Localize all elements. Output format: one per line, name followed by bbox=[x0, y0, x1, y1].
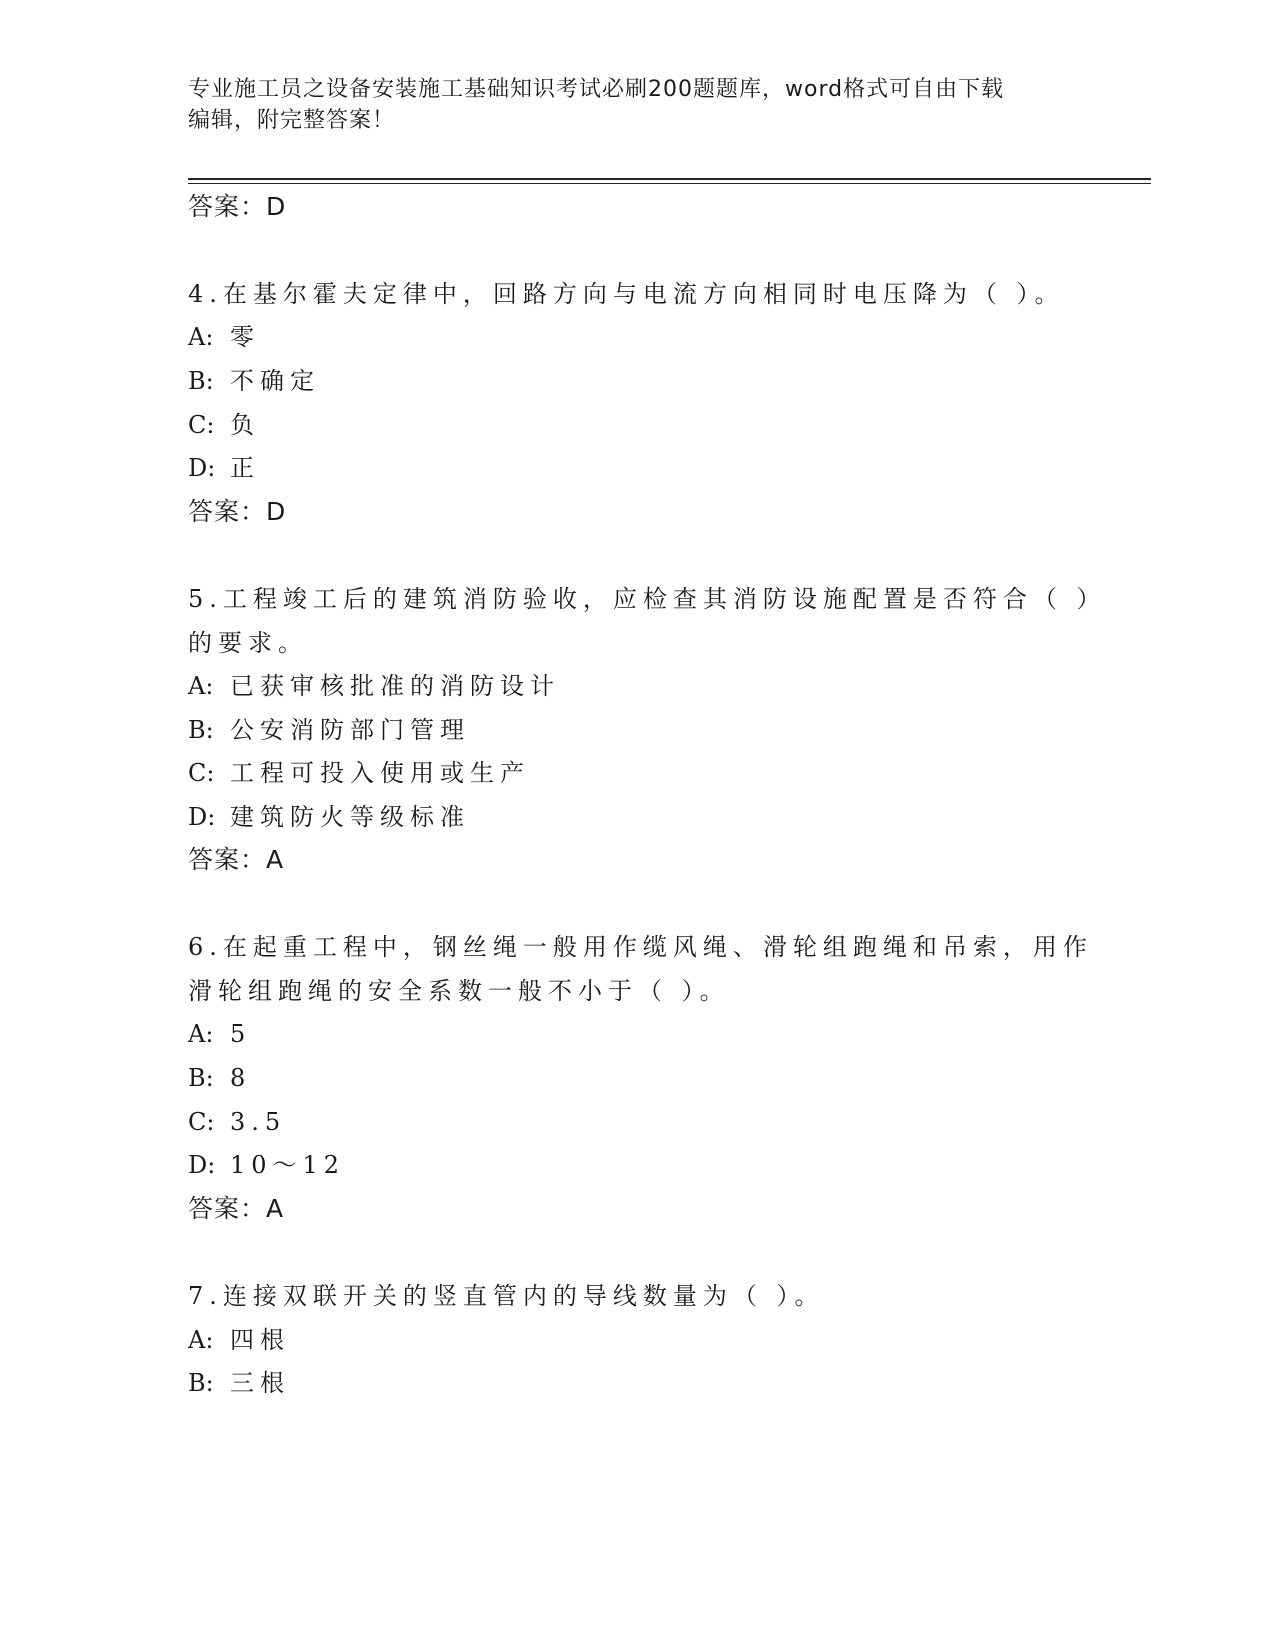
question-6-option-d bbox=[188, 1150, 345, 1180]
document-header bbox=[188, 74, 1068, 136]
option-text: 公安消防部门管理 bbox=[230, 716, 470, 744]
question-6-stem-line-1: 6.在起重工程中，钢丝绳一般用作缆风绳、滑轮组跑绳和吊索，用作 bbox=[188, 933, 1093, 961]
option-letter: D: bbox=[188, 1151, 216, 1179]
question-4-option-b bbox=[188, 366, 320, 396]
option-text: 三根 bbox=[230, 1369, 290, 1397]
option-letter: A: bbox=[188, 672, 214, 700]
option-text: 工程可投入使用或生产 bbox=[230, 759, 530, 787]
option-letter: B: bbox=[188, 716, 214, 744]
question-7-option-a bbox=[188, 1325, 290, 1355]
question-5-stem-line-2: 的要求。 bbox=[188, 629, 308, 657]
option-text: 3.5 bbox=[230, 1108, 287, 1136]
option-text: 5 bbox=[230, 1020, 252, 1048]
question-6-stem-line-2: 滑轮组跑绳的安全系数一般不小于（ ）。 bbox=[188, 977, 730, 1005]
option-letter: B: bbox=[188, 367, 214, 395]
option-letter: D: bbox=[188, 454, 216, 482]
option-text: 10～12 bbox=[230, 1151, 346, 1179]
answer-q4: 答案：D bbox=[188, 497, 287, 526]
question-5-option-a bbox=[188, 671, 560, 701]
option-letter: A: bbox=[188, 1326, 214, 1354]
question-5-option-c bbox=[188, 758, 530, 788]
option-letter: D: bbox=[188, 803, 216, 831]
question-4-option-c bbox=[188, 410, 260, 440]
option-text: 正 bbox=[230, 454, 260, 482]
question-6-option-a bbox=[188, 1019, 251, 1049]
question-6-option-c bbox=[188, 1107, 286, 1137]
option-text: 四根 bbox=[230, 1326, 290, 1354]
question-5-stem-line-1: 5.工程竣工后的建筑消防验收，应检查其消防设施配置是否符合（ ） bbox=[188, 585, 1107, 613]
header-divider-thin bbox=[188, 183, 1151, 184]
option-text: 不确定 bbox=[230, 367, 320, 395]
option-letter: C: bbox=[188, 411, 215, 439]
question-7-stem: 7.连接双联开关的竖直管内的导线数量为（ ）。 bbox=[188, 1282, 825, 1310]
option-text: 负 bbox=[230, 411, 260, 439]
answer-q3: 答案：D bbox=[188, 192, 287, 221]
option-letter: C: bbox=[188, 759, 215, 787]
option-text: 已获审核批准的消防设计 bbox=[230, 672, 560, 700]
header-line-2: 编辑，附完整答案！ bbox=[188, 108, 396, 133]
question-4-stem: 4.在基尔霍夫定律中，回路方向与电流方向相同时电压降为（ ）。 bbox=[188, 280, 1065, 308]
question-5-option-d bbox=[188, 802, 470, 832]
option-text: 零 bbox=[230, 323, 260, 351]
option-letter: C: bbox=[188, 1108, 215, 1136]
question-5-option-b bbox=[188, 715, 470, 745]
option-letter: B: bbox=[188, 1369, 214, 1397]
answer-q6: 答案：A bbox=[188, 1194, 285, 1223]
question-6-option-b bbox=[188, 1063, 251, 1093]
header-line-1: 专业施工员之设备安装施工基础知识考试必刷200题题库，word格式可自由下载 bbox=[188, 77, 1005, 102]
header-divider-thick bbox=[188, 178, 1151, 180]
option-text: 建筑防火等级标准 bbox=[230, 803, 470, 831]
question-7-option-b bbox=[188, 1368, 290, 1398]
question-4-option-d bbox=[188, 453, 260, 483]
option-letter: A: bbox=[188, 323, 214, 351]
option-text: 8 bbox=[230, 1064, 252, 1092]
option-letter: A: bbox=[188, 1020, 214, 1048]
question-4-option-a bbox=[188, 322, 260, 352]
option-letter: B: bbox=[188, 1064, 214, 1092]
answer-q5: 答案：A bbox=[188, 845, 285, 874]
